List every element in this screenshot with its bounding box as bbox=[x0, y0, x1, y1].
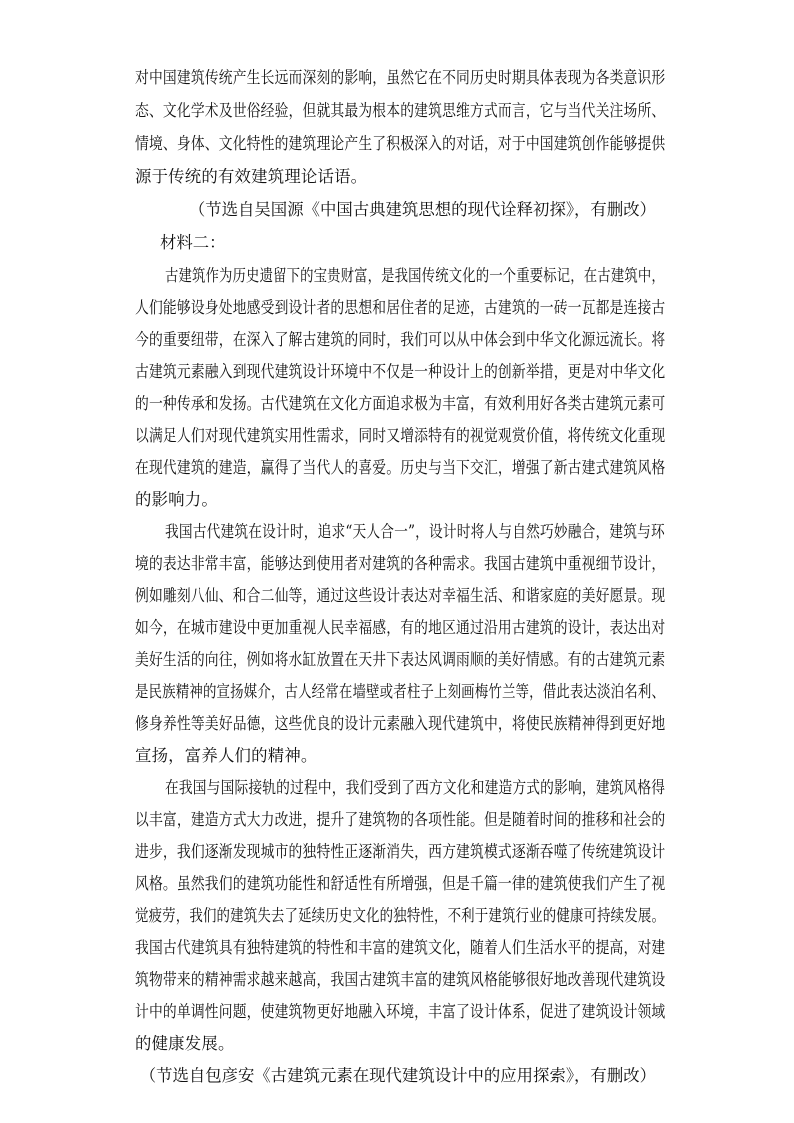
text-line: 态、文化学术及世俗经验，但就其最为根本的建筑思维方式而言，它与当代关注场所、 bbox=[135, 101, 666, 120]
section-label: 材料二： bbox=[160, 233, 226, 252]
text-line: 我国古代建筑具有独特建筑的特性和丰富的建筑文化，随着人们生活水平的提高，对建 bbox=[135, 938, 666, 957]
text-line: 人们能够设身处地感受到设计者的思想和居住者的足迹，古建筑的一砖一瓦都是连接古 bbox=[135, 298, 666, 317]
text-line: 觉疲劳，我们的建筑失去了延续历史文化的独特性，不利于建筑行业的健康可持续发展。 bbox=[135, 906, 666, 925]
text-line: 例如雕刻八仙、和合二仙等，通过这些设计表达对幸福生活、和谐家庭的美好愿景。现 bbox=[135, 586, 666, 605]
text-line: 的影响力。 bbox=[135, 490, 218, 509]
text-line: 宣扬，富养人们的精神。 bbox=[135, 746, 318, 765]
text-line: 如今，在城市建设中更加重视人民幸福感，有的地区通过沿用古建筑的设计，表达出对 bbox=[135, 618, 666, 637]
text-line: 今的重要纽带，在深入了解古建筑的同时，我们可以从中体会到中华文化源远流长。将 bbox=[135, 330, 666, 349]
text-line: 对中国建筑传统产生长远而深刻的影响，虽然它在不同历史时期具体表现为各类意识形 bbox=[135, 68, 666, 87]
text-line: 进步，我们逐渐发现城市的独特性正逐渐消失，西方建筑模式逐渐吞噬了传统建筑设计 bbox=[135, 842, 666, 861]
text-line: 的健康发展。 bbox=[135, 1034, 235, 1053]
source-citation: （节选自吴国源《中国古典建筑思想的现代诠释初探》，有删改） bbox=[188, 200, 656, 219]
source-citation: （节选自包彦安《古建筑元素在现代建筑设计中的应用探索》，有删改） bbox=[139, 1066, 656, 1085]
text-line: 计中的单调性问题，使建筑物更好地融入环境，丰富了设计体系，促进了建筑设计领域 bbox=[135, 1002, 666, 1021]
text-line: 源于传统的有效建筑理论话语。 bbox=[135, 167, 368, 186]
text-line: 以丰富，建造方式大力改进，提升了建筑物的各项性能。但是随着时间的推移和社会的 bbox=[135, 810, 666, 829]
text-line: 在现代建筑的建造，赢得了当代人的喜爱。历史与当下交汇，增强了新古建式建筑风格 bbox=[135, 458, 666, 477]
text-line: 修身养性等美好品德，这些优良的设计元素融入现代建筑中，将使民族精神得到更好地 bbox=[135, 714, 666, 733]
text-line: 的一种传承和发扬。古代建筑在文化方面追求极为丰富，有效利用好各类古建筑元素可 bbox=[135, 394, 666, 413]
text-line: 是民族精神的宣扬媒介，古人经常在墙壁或者柱子上刻画梅竹兰等，借此表达淡泊名利、 bbox=[135, 682, 666, 701]
text-line: 情境、身体、文化特性的建筑理论产生了积极深入的对话，对于中国建筑创作能够提供 bbox=[135, 134, 666, 153]
text-line: 筑物带来的精神需求越来越高，我国古建筑丰富的建筑风格能够很好地改善现代建筑设 bbox=[135, 970, 666, 989]
text-line: 古建筑元素融入到现代建筑设计环境中不仅是一种设计上的创新举措，更是对中华文化 bbox=[135, 362, 666, 381]
text-line: 美好生活的向往，例如将水缸放置在天井下表达风调雨顺的美好情感。有的古建筑元素 bbox=[135, 650, 666, 669]
text-line: 古建筑作为历史遗留下的宝贵财富，是我国传统文化的一个重要标记，在古建筑中， bbox=[165, 266, 665, 285]
text-line: 在我国与国际接轨的过程中，我们受到了西方文化和建造方式的影响，建筑风格得 bbox=[165, 778, 666, 797]
text-line: 境的表达非常丰富，能够达到使用者对建筑的各种需求。我国古建筑中重视细节设计， bbox=[135, 554, 666, 573]
text-line: 以满足人们对现代建筑实用性需求，同时又增添特有的视觉观赏价值，将传统文化重现 bbox=[135, 426, 666, 445]
text-line: 我国古代建筑在设计时，追求“天人合一”，设计时将人与自然巧妙融合，建筑与环 bbox=[165, 522, 665, 541]
text-line: 风格。虽然我们的建筑功能性和舒适性有所增强，但是千篇一律的建筑使我们产生了视 bbox=[135, 874, 666, 893]
